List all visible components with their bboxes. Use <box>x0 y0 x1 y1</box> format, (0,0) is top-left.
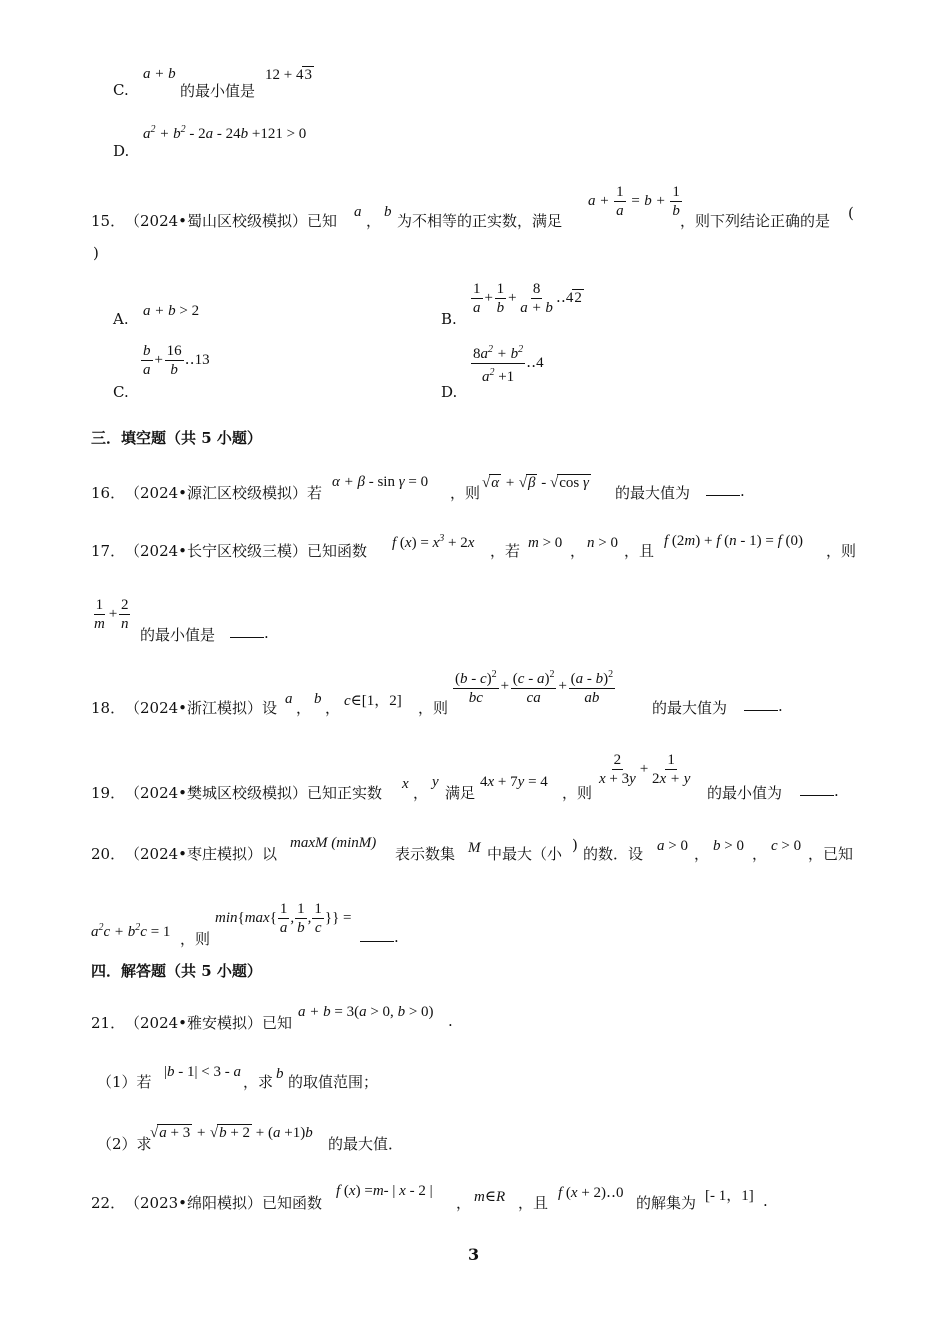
math-expression: min{max{ $\frac{1}{a}$ , $\frac{1}{b}$ , $\frac{1}{c}$ }} = <box>215 901 352 936</box>
question-text: ，则 <box>180 930 211 948</box>
question-source: （2024•源汇区校级模拟）若 <box>125 484 323 502</box>
math-expression: c > 0 <box>771 838 802 854</box>
math-expression: $a^2c + b^2c = 1$ <box>91 922 171 940</box>
punctuation: ， <box>570 542 586 560</box>
math-expression: 4x + 7y = 4 <box>480 774 548 790</box>
question-text: 的最大值． <box>328 1135 404 1153</box>
part-label: （2）求 <box>97 1135 152 1153</box>
math-expression: $\frac{1}{a}$ + $\frac{1}{b}$ + $\frac{8}{a + b}$ ‥42 <box>473 281 582 316</box>
math-expression: a + $\frac{1}{a}$ = b + $\frac{1}{b}$ <box>588 184 680 219</box>
question-text: 的解集为 <box>636 1194 697 1212</box>
section-title: 三．填空题（共 5 小题） <box>91 429 262 447</box>
math-expression: |b - 1| < 3 - a <box>164 1064 241 1080</box>
math-variable: M <box>468 840 481 856</box>
punctuation: ( <box>848 204 854 222</box>
math-expression: [- 1，1] <box>705 1188 754 1204</box>
math-expression: n > 0 <box>587 535 618 551</box>
punctuation: ， <box>296 699 312 717</box>
question-source: （2024•樊城区校级模拟）已知正实数 <box>125 784 383 802</box>
question-source: （2024•长宁区校级三模）已知函数 <box>125 542 368 560</box>
math-variable: b <box>384 204 392 220</box>
option-label: A. <box>113 310 129 328</box>
question-number: 22． <box>91 1194 126 1212</box>
math-expression: maxM (minM) <box>290 835 377 851</box>
answer-blank <box>800 782 839 800</box>
question-text: ，若 <box>490 542 521 560</box>
math-expression: 12 + 43 <box>265 67 312 83</box>
answer-blank <box>360 928 399 946</box>
math-expression: m > 0 <box>528 535 563 551</box>
question-text: ，则 <box>450 484 481 502</box>
option-label: D. <box>113 142 130 160</box>
math-expression: $a^2 + b^2 - 2a - 24b +121 > 0$ <box>143 124 307 142</box>
question-text: 的取值范围； <box>288 1073 379 1091</box>
question-text: ，已知 <box>808 845 854 863</box>
math-expression: b > 0 <box>713 838 744 854</box>
question-text: 满足 <box>445 784 476 802</box>
question-text: ，且 <box>624 542 655 560</box>
answer-blank <box>744 697 783 715</box>
punctuation: ， <box>325 699 341 717</box>
question-number: 18． <box>91 699 126 717</box>
math-expression: a + b > 2 <box>143 303 200 319</box>
math-expression: √α + √β - √cos γ <box>482 475 589 491</box>
question-number: 17． <box>91 542 126 560</box>
math-expression: a + b = 3(a > 0, b > 0) <box>298 1004 434 1020</box>
question-text: ，则 <box>562 784 593 802</box>
math-expression: f $(x) = x^3 + 2x$ <box>392 533 475 551</box>
punctuation: . <box>394 928 399 946</box>
punctuation: . <box>740 482 745 500</box>
math-expression: f (2m) + f (n - 1) = f (0) <box>664 533 804 549</box>
question-source: （2024•蜀山区校级模拟）已知 <box>125 212 338 230</box>
punctuation: ， <box>366 212 382 230</box>
punctuation: . <box>778 697 783 715</box>
question-text: ，则下列结论正确的是 <box>680 212 831 230</box>
question-text: 的最小值是 <box>180 82 256 100</box>
math-variable: b <box>276 1066 284 1082</box>
math-variable: a <box>354 204 362 220</box>
question-text: ，则 <box>826 542 857 560</box>
option-label: C. <box>113 383 129 401</box>
question-number: 21． <box>91 1014 126 1032</box>
math-expression: f (x + 2)‥0 <box>558 1185 624 1201</box>
section-title: 四．解答题（共 5 小题） <box>91 962 262 980</box>
math-expression: α + β - sin γ = 0 <box>332 474 429 490</box>
question-source: （2024•浙江模拟）设 <box>125 699 278 717</box>
punctuation: . <box>834 782 839 800</box>
question-text: ，且 <box>518 1194 549 1212</box>
question-number: 16． <box>91 484 126 502</box>
math-expression: $\frac{2}{x + 3y}$ + $\frac{1}{2x + y}$ <box>599 752 691 787</box>
question-text: 的最小值为 <box>707 784 783 802</box>
math-expression: a > 0 <box>657 838 688 854</box>
question-source: （2023•绵阳模拟）已知函数 <box>125 1194 323 1212</box>
math-variable: x <box>402 776 409 792</box>
punctuation: ) <box>572 836 578 854</box>
question-number: 15． <box>91 212 126 230</box>
punctuation: ) <box>93 244 99 262</box>
punctuation: . <box>264 624 269 642</box>
math-variable: b <box>314 691 322 707</box>
punctuation: ， <box>752 845 768 863</box>
option-label: D. <box>441 383 458 401</box>
question-text: 中最大（小 <box>487 845 563 863</box>
option-label: B. <box>441 310 457 328</box>
punctuation: ， <box>694 845 710 863</box>
math-variable: y <box>432 774 439 790</box>
math-expression: $\frac{b}{a}$ + $\frac{16}{b}$ ‥13 <box>143 343 210 378</box>
page-number: 3 <box>468 1245 480 1264</box>
punctuation: . <box>448 1012 453 1030</box>
punctuation: ， <box>456 1194 472 1212</box>
question-text: 的数．设 <box>583 845 644 863</box>
question-number: 19． <box>91 784 126 802</box>
math-expression: $\frac{8a^2 + b^2}{a^2 +1}$ ‥4 <box>470 341 544 386</box>
math-expression: a + b <box>143 66 176 82</box>
answer-blank <box>230 624 269 642</box>
math-expression: $\frac{1}{m}$ + $\frac{2}{n}$ <box>94 597 129 632</box>
question-number: 20． <box>91 845 126 863</box>
math-expression: m∈R <box>474 1189 506 1205</box>
question-text: 为不相等的正实数，满足 <box>397 212 563 230</box>
punctuation: ， <box>413 784 429 802</box>
math-expression: √a + 3 + √b + 2 + (a +1)b <box>150 1125 313 1141</box>
punctuation: . <box>763 1192 768 1210</box>
option-label: C. <box>113 81 129 99</box>
question-text: 表示数集 <box>395 845 456 863</box>
question-source: （2024•枣庄模拟）以 <box>125 845 278 863</box>
question-text: ，求 <box>243 1073 274 1091</box>
part-label: （1）若 <box>97 1073 152 1091</box>
question-text: 的最大值为 <box>652 699 728 717</box>
answer-blank <box>706 482 745 500</box>
math-expression: c∈[1，2] <box>344 693 402 709</box>
question-text: 的最大值为 <box>615 484 691 502</box>
question-text: 的最小值是 <box>140 626 216 644</box>
question-text: ，则 <box>418 699 449 717</box>
math-variable: a <box>285 691 293 707</box>
question-source: （2024•雅安模拟）已知 <box>125 1014 293 1032</box>
math-expression: $\frac{(b - c)^2}{bc}$ + $\frac{(c - a)^2}{ca}$ + $\frac{(a - b)^2}{ab}$ <box>452 666 616 707</box>
math-expression: f (x) =m- | x - 2 | <box>336 1183 433 1199</box>
